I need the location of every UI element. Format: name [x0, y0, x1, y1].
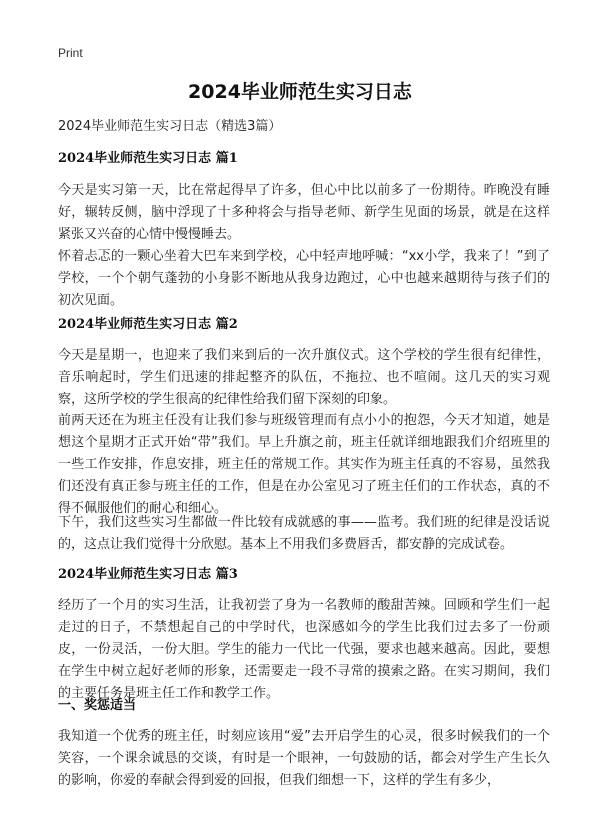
section-3-paragraph-1: 经历了一个月的实习生活，让我初尝了身为一名教师的酸甜苦辣。回顾和学生们一起走过的日子，不禁想起自己的中学时代，也深感如今的学生比我们过去多了一份顽皮，一份灵活，一份大胆。学生的能力一代比一代强，要求也越来越高。因此，要想在学生中树立起好老师的形象，还需要走一段不寻常的摸索之路。在实习期间，我们的主要任务是班主任工作和教学工作。 — [58, 598, 550, 701]
section-1-paragraph-2: 怀着忐忑的一颗心坐着大巴车来到学校，心中轻声地呼喊：“xx小学，我来了！”到了学校，一个个朝气蓬勃的小身影不断地从我身边跑过，心中也越来越期待与孩子们的初次见面。 — [58, 249, 550, 308]
print-label: Print — [58, 46, 83, 60]
section-2-paragraph-1: 今天是星期一，也迎来了我们来到后的一次升旗仪式。这个学校的学生很有纪律性，音乐响起时，学生们迅速的排起整齐的队伍，不拖拉、也不喧闹。这几天的实习观察，这所学校的学生很高的纪律性给我们留下深刻的印象。 — [58, 348, 550, 407]
subsection-1-paragraph-1: 我知道一个优秀的班主任，时刻应该用“爱”去开启学生的心灵，很多时候我们的一个笑容，一个课余诚恳的交谈，有时是一个眼神，一句鼓励的话，都会对学生产生长久的影响，你爱的奉献会得到爱的回报，但我们细想一下，这样的学生有多少， — [58, 729, 550, 788]
section-heading-1: 2024毕业师范生实习日志 篇1 — [58, 151, 238, 166]
document-title: 2024毕业师范生实习日志 — [188, 81, 412, 103]
section-2-paragraph-2: 前两天还在为班主任没有让我们参与班级管理而有点小小的抱怨，今天才知道，她是想这个星期才正式开始“带”我们。早上升旗之前，班主任就详细地跟我们介绍班里的一些工作安排，作息安排，班主任的常规工作。其实作为班主任真的不容易，虽然我们还没有真正参与班主任的工作，但是在办公室见习了班主任们的工作状态，真的不得不佩服他们的耐心和细心。 — [58, 413, 550, 516]
section-heading-2: 2024毕业师范生实习日志 篇2 — [58, 317, 238, 332]
subsection-heading-1: 一、奖惩适当 — [58, 698, 137, 713]
document-subtitle: 2024毕业师范生实习日志（精选3篇） — [58, 119, 282, 134]
section-1-paragraph-1: 今天是实习第一天，比在常起得早了许多，但心中比以前多了一份期待。昨晚没有睡好，辗转反侧，脑中浮现了十多种将会与指导老师、新学生见面的场景，就是在这样紧张又兴奋的心情中慢慢睡去。 — [58, 183, 550, 242]
section-2-paragraph-3: 下午，我们这些实习生都做一件比较有成就感的事——监考。我们班的纪律是没话说的，这点让我们觉得十分欣慰。基本上不用我们多费唇舌，都安静的完成试卷。 — [58, 515, 550, 552]
section-heading-3: 2024毕业师范生实习日志 篇3 — [58, 567, 238, 582]
